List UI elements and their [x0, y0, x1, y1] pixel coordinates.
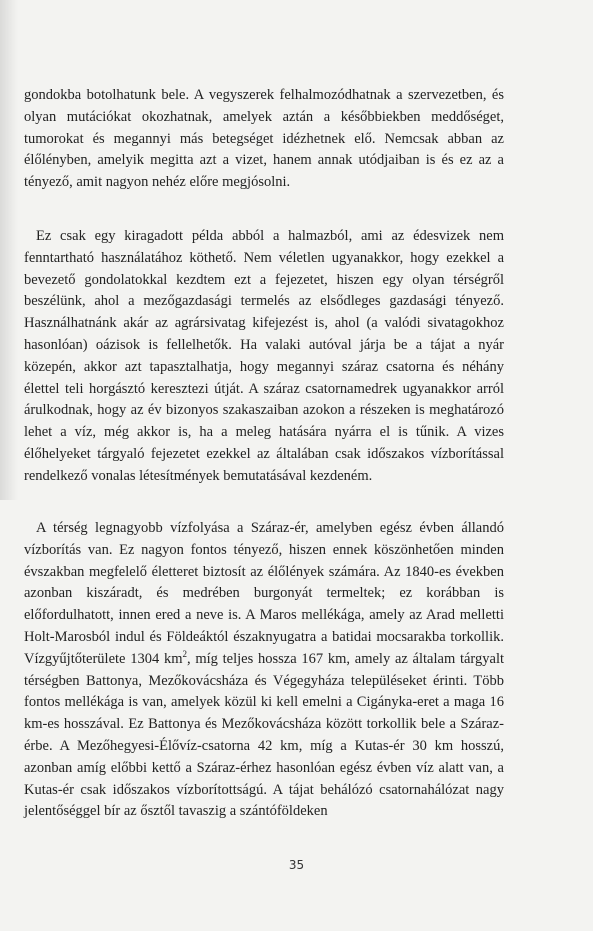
paragraph-2: Ez csak egy kiragadott példa abból a halmazból, ami az édesvizek nem fenntartható használatához köthető. Nem véletlen ugyanakkor, hogy ezekkel a bevezető gondolatokkal kezdtem ezt a fejezetet, hiszen egy olyan térségről beszélünk, ahol a mezőgazdasági termelés az elsődleges gazdasági tényező. Használhatnánk akár az agrársivatag kifejezést is, ahol (a valódi sivatagokhoz hasonlóan) oázisok is fellelhetők. Ha valaki autóval járja be a tájat a nyár közepén, akkor azt tapasztalhatja, hogy megannyi száraz csatorna és néhány élettel teli horgásztó keresztezi útját. A száraz csatornamedrek ugyanakkor arról árulkodnak, hogy az év bizonyos szakaszaiban azokon a részeken is meghatározó lehet a víz, még akkor is, ha a meleg hatására nyárra el is tűnik. A vizes élőhelyeket tárgyaló fejezetet ezekkel az általában csak időszakos vízborítással rendelkező vonalas létesítmények bemutatásával kezdeném.	[24, 228, 504, 484]
paragraph-3-part-1: A térség legnagyobb vízfolyása a Száraz-ér, amelyben egész évben állandó vízborítás van. Ez nagyon fontos tényező, hiszen ennek köszönhetően minden évszakban megfelelő életteret biztosít az élőlények számára. Az 1840-es években azonban kiszáradt, és medrében burgonyát termeltek; ez korábban is előfordulhatott, innen ered a neve is. A Maros mellékága, amely az Arad melletti Holt-Marosból indul és Földeáktól északnyugatra a batidai mocsarakba torkollik. Vízgyűjtőterülete 1304 km	[24, 520, 504, 667]
page-number: 35	[288, 858, 305, 872]
paragraph-3-part-2: , míg teljes hossza 167 km, amely az általam tárgyalt térségben Battonya, Mezőkovácsháza és Végegyháza településeket érinti. Több fontos mellékága is van, amelyek közül ki kell emelni a Cigányka-eret a maga 16 km-es hosszával. Ez Battonya és Mezőkovácsháza között torkollik bele a Száraz-érbe. A Mezőhegyesi-Élővíz-csatorna 42 km, míg a Kutas-ér 30 km hosszú, azonban amíg előbbi kettő a Száraz-érhez hasonlóan egész évben víz alatt van, a Kutas-ér csak időszakos vízborítottságú. A tájat behálózó csatornahálózat nagy jelentőséggel bír az ősztől tavaszig a szántóföldeken	[24, 650, 504, 820]
paragraph-3	[24, 518, 504, 823]
superscript-2: 2	[182, 648, 187, 659]
paragraph-1: gondokba botolhatunk bele. A vegyszerek felhalmozódhatnak a szervezetben, és olyan mutációkat okozhatnak, amelyek aztán a későbbiekben meddőséget, tumorokat és megannyi más betegséget idézhetnek elő. Nemcsak abban az élőlényben, amelyik megitta azt a vizet, hanem annak utódjaiban is és ez az a tényező, amit nagyon nehéz előre megjósolni.	[24, 87, 504, 191]
binding-shadow	[0, 0, 18, 500]
